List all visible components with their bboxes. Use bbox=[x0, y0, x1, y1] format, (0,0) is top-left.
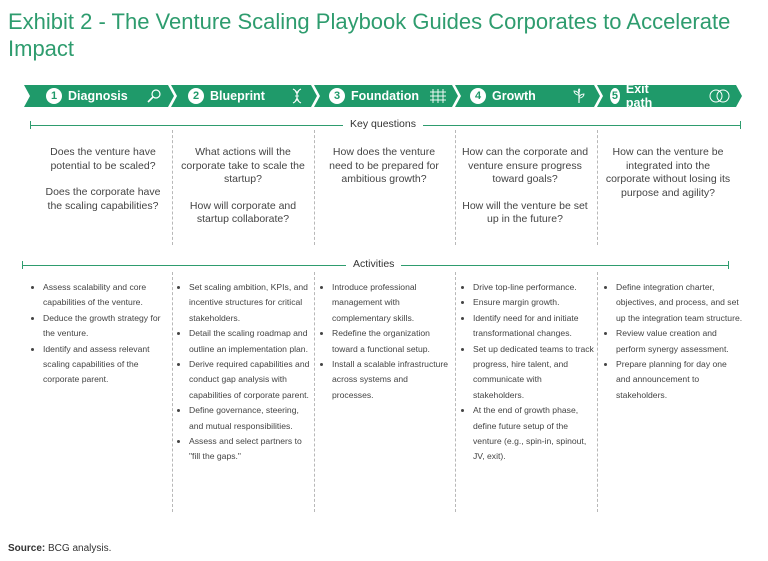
source-note bbox=[8, 543, 111, 554]
activity-item: • Derive required capabilities and conduct gap analysis with capabilities of corporate parent. bbox=[189, 357, 310, 403]
phase-exit-path bbox=[610, 82, 658, 110]
questions-diagnosis bbox=[38, 146, 168, 226]
question: Does the corporate have the scaling capabilities? bbox=[45, 186, 161, 212]
column-divider bbox=[172, 272, 173, 512]
activity-item: • Ensure margin growth. bbox=[473, 295, 594, 310]
activities-diagnosis bbox=[30, 280, 168, 388]
questions-growth bbox=[460, 146, 590, 240]
column-divider bbox=[455, 272, 456, 512]
activity-item: • Set scaling ambition, KPIs, and incentive structures for critical stakeholders. bbox=[189, 280, 310, 326]
questions-foundation bbox=[320, 146, 448, 200]
column-divider bbox=[455, 130, 456, 245]
line-cap bbox=[728, 261, 729, 269]
phase-label: Foundation bbox=[351, 89, 420, 103]
line-cap bbox=[740, 121, 741, 129]
key-questions-label: Key questions bbox=[343, 118, 423, 130]
phase-number: 3 bbox=[329, 88, 345, 104]
activity-item: • Introduce professional management with complementary skills. bbox=[332, 280, 451, 326]
activity-item: • Identify and assess relevant scaling capabilities of the corporate parent. bbox=[43, 342, 168, 388]
question: How will corporate and startup collaborate? bbox=[189, 199, 297, 225]
phase-blueprint bbox=[188, 85, 265, 107]
exhibit-title: Exhibit 2 - The Venture Scaling Playbook Guides Corporates to Accelerate Impact bbox=[8, 9, 731, 61]
activities-foundation bbox=[319, 280, 451, 403]
activity-item: • Define governance, steering, and mutual responsibilities. bbox=[189, 403, 310, 434]
column-divider bbox=[172, 130, 173, 245]
phase-label: Exit path bbox=[625, 82, 653, 110]
activities-label: Activities bbox=[346, 258, 401, 270]
phase-number: 2 bbox=[188, 88, 204, 104]
activity-item: • Deduce the growth strategy for the venture. bbox=[43, 311, 168, 342]
source-label: Source: bbox=[8, 543, 46, 554]
line-cap bbox=[30, 121, 31, 129]
column-divider bbox=[597, 272, 598, 512]
phase-label: Growth bbox=[492, 89, 536, 103]
phase-number: 5 bbox=[611, 90, 618, 102]
question: How does the venture need to be prepared for ambitious growth? bbox=[329, 146, 439, 185]
phase-number: 1 bbox=[46, 88, 62, 104]
column-divider bbox=[314, 130, 315, 245]
activity-item: • Drive top-line performance. bbox=[473, 280, 594, 295]
phase-label: Diagnosis bbox=[68, 89, 128, 103]
question: What actions will the corporate take to scale the startup? bbox=[181, 146, 305, 185]
source-text: BCG analysis. bbox=[48, 543, 112, 554]
activity-item: • Assess and select partners to "fill the gaps." bbox=[189, 434, 310, 465]
activity-item: • At the end of growth phase, define future setup of the venture (e.g., spin-in, spinout, JV, exit). bbox=[473, 403, 594, 465]
activity-item: • Prepare planning for day one and announcement to stakeholders. bbox=[616, 357, 743, 403]
activity-item: • Set up dedicated teams to track progress, hire talent, and communicate with stakeholders. bbox=[473, 342, 594, 404]
question: How will the venture be set up in the future? bbox=[462, 199, 588, 225]
activity-item: • Detail the scaling roadmap and outline an implementation plan. bbox=[189, 326, 310, 357]
activity-item: • Define integration charter, objectives, and process, and set up the integration team structure. bbox=[616, 280, 743, 326]
rings-icon bbox=[708, 88, 732, 104]
questions-blueprint bbox=[178, 146, 308, 240]
phase-number: 4 bbox=[470, 88, 486, 104]
activity-item: • Install a scalable infrastructure across systems and processes. bbox=[332, 357, 451, 403]
grid-icon bbox=[429, 88, 447, 104]
dna-icon bbox=[290, 88, 304, 104]
question: How can the corporate and venture ensure progress toward goals? bbox=[461, 146, 589, 185]
phase-label: Blueprint bbox=[210, 89, 265, 103]
activity-item: • Identify need for and initiate transformational changes. bbox=[473, 311, 594, 342]
activity-item: • Review value creation and perform synergy assessment. bbox=[616, 326, 743, 357]
phase-foundation bbox=[329, 85, 419, 107]
plant-icon bbox=[572, 88, 586, 104]
line-cap bbox=[22, 261, 23, 269]
phase-diagnosis bbox=[46, 85, 128, 107]
questions-exit-path bbox=[603, 146, 733, 213]
activity-item: • Redefine the organization toward a functional setup. bbox=[332, 326, 451, 357]
column-divider bbox=[597, 130, 598, 245]
phase-growth bbox=[470, 85, 536, 107]
magnifier-icon bbox=[146, 88, 162, 104]
activities-blueprint bbox=[176, 280, 310, 465]
question: Does the venture have potential to be scaled? bbox=[50, 146, 156, 172]
question: How can the venture be integrated into the corporate without losing its purpose and agility? bbox=[605, 146, 731, 199]
activities-exit-path bbox=[603, 280, 743, 403]
column-divider bbox=[314, 272, 315, 512]
activities-growth bbox=[460, 280, 594, 465]
activity-item: • Assess scalability and core capabilities of the venture. bbox=[43, 280, 168, 311]
